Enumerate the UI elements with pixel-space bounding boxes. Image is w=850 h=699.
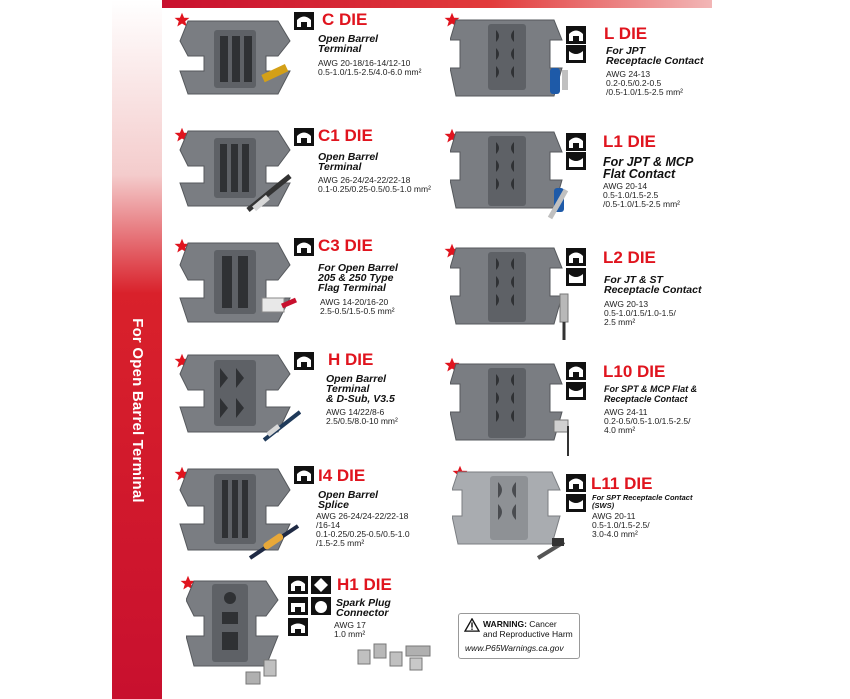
die-spec: AWG 24-11 0.2-0.5/0.5-1.0/1.5-2.5/ 4.0 mm² <box>604 407 691 435</box>
jaw-profile-icon <box>566 474 586 492</box>
die-spec: AWG 14/22/8-6 2.5/0.5/8.0-10 mm² <box>326 407 398 426</box>
warning-text: and Reproductive Harm <box>483 629 573 639</box>
die-title: C DIE <box>322 10 368 29</box>
jaw-profile-icon <box>294 128 314 146</box>
die-title: L2 DIE <box>603 248 656 267</box>
spark-plug-connectors-image <box>356 640 436 672</box>
prop65-warning-box <box>458 613 580 659</box>
die-description: Open Barrel Terminal & D-Sub, V3.5 <box>326 373 395 405</box>
jaw-profile-icon <box>566 268 586 286</box>
jaw-profile-icon <box>294 238 314 256</box>
sidebar-title: For Open Barrel Terminal <box>128 317 146 503</box>
die-spec: AWG 20-14 0.5-1.0/1.5-2.5 /0.5-1.0/1.5-2.5 mm² <box>603 181 681 209</box>
die-description: For JPT Receptacle Contact <box>606 45 704 67</box>
c3-die-image <box>178 240 298 330</box>
die-spec: AWG 17 1.0 mm² <box>334 620 366 639</box>
die-description: For Open Barrel 205 & 250 Type Flag Terminal <box>318 262 398 294</box>
jaw-profile-icon <box>566 362 586 380</box>
h-die-image <box>176 352 301 447</box>
die-title: L10 DIE <box>603 362 666 381</box>
jaw-profile-icon <box>566 133 586 151</box>
die-title: I4 DIE <box>318 466 366 485</box>
die-title: H DIE <box>328 350 374 369</box>
jaw-profile-icon <box>294 352 314 370</box>
l1-die-image <box>450 128 575 228</box>
c-die-image <box>178 16 293 101</box>
die-description: For JPT & MCP Flat Contact <box>603 155 694 181</box>
die-spec: AWG 20-11 0.5-1.0/1.5-2.5/ 3.0-4.0 mm² <box>592 511 650 539</box>
die-title: L11 DIE <box>591 474 653 493</box>
l11-die-image <box>452 468 567 560</box>
warning-triangle-icon <box>464 618 480 632</box>
die-spec: AWG 20-18/16-14/12-10 0.5-1.0/1.5-2.5/4.0-6.0 mm² <box>318 58 422 77</box>
die-title: C1 DIE <box>318 126 373 145</box>
die-title: C3 DIE <box>318 236 373 255</box>
die-description: For SPT Receptacle Contact (SWS) <box>592 493 693 510</box>
jaw-profile-icon <box>566 45 586 63</box>
jaw-profile-icon <box>288 576 308 594</box>
l2-die-image <box>450 244 575 344</box>
jaw-profile-icon <box>311 597 331 615</box>
die-description: For JT & ST Receptacle Contact <box>604 274 702 296</box>
top-accent-bar <box>160 0 712 8</box>
warning-title: WARNING: Cancer <box>483 619 557 629</box>
die-description: Open Barrel Terminal <box>318 151 379 173</box>
c1-die-image <box>178 128 293 218</box>
jaw-profile-icon <box>566 248 586 266</box>
warning-url: www.P65Warnings.ca.gov <box>465 643 564 653</box>
die-spec: AWG 24-13 0.2-0.5/0.2-0.5 /0.5-1.0/1.5-2.5 mm² <box>606 69 684 97</box>
jaw-profile-icon <box>566 152 586 170</box>
die-spec: AWG 26-24/24-22/22-18 /16-14 0.1-0.25/0.25-0.5/0.5-1.0 /1.5-2.5 mm² <box>316 511 410 548</box>
die-spec: AWG 26-24/24-22/22-18 0.1-0.25/0.25-0.5/0.5-1.0 mm² <box>318 175 431 194</box>
jaw-profile-icon <box>294 466 314 484</box>
jaw-profile-icon <box>311 576 331 594</box>
die-title: H1 DIE <box>337 575 392 594</box>
die-title: L DIE <box>604 24 648 43</box>
jaw-profile-icon <box>294 12 314 30</box>
die-description: For SPT & MCP Flat & Receptacle Contact <box>604 384 698 404</box>
die-description: Open Barrel Terminal <box>318 33 379 55</box>
jaw-profile-icon <box>566 26 586 44</box>
die-description: Open Barrel Splice <box>318 489 379 511</box>
jaw-profile-icon <box>566 494 586 512</box>
l-die-image <box>450 16 570 116</box>
h1-die-image <box>186 576 286 691</box>
die-title: L1 DIE <box>603 132 656 151</box>
die-description: Spark Plug Connector <box>336 597 391 619</box>
die-spec: AWG 14-20/16-20 2.5-0.5/1.5-0.5 mm² <box>320 297 395 316</box>
i4-die-image <box>176 466 301 564</box>
die-spec: AWG 20-13 0.5-1.0/1.5/1.0-1.5/ 2.5 mm² <box>604 299 676 327</box>
jaw-profile-icon <box>566 382 586 400</box>
jaw-profile-icon <box>288 597 308 615</box>
jaw-profile-icon <box>288 618 308 636</box>
l10-die-image <box>450 360 575 460</box>
